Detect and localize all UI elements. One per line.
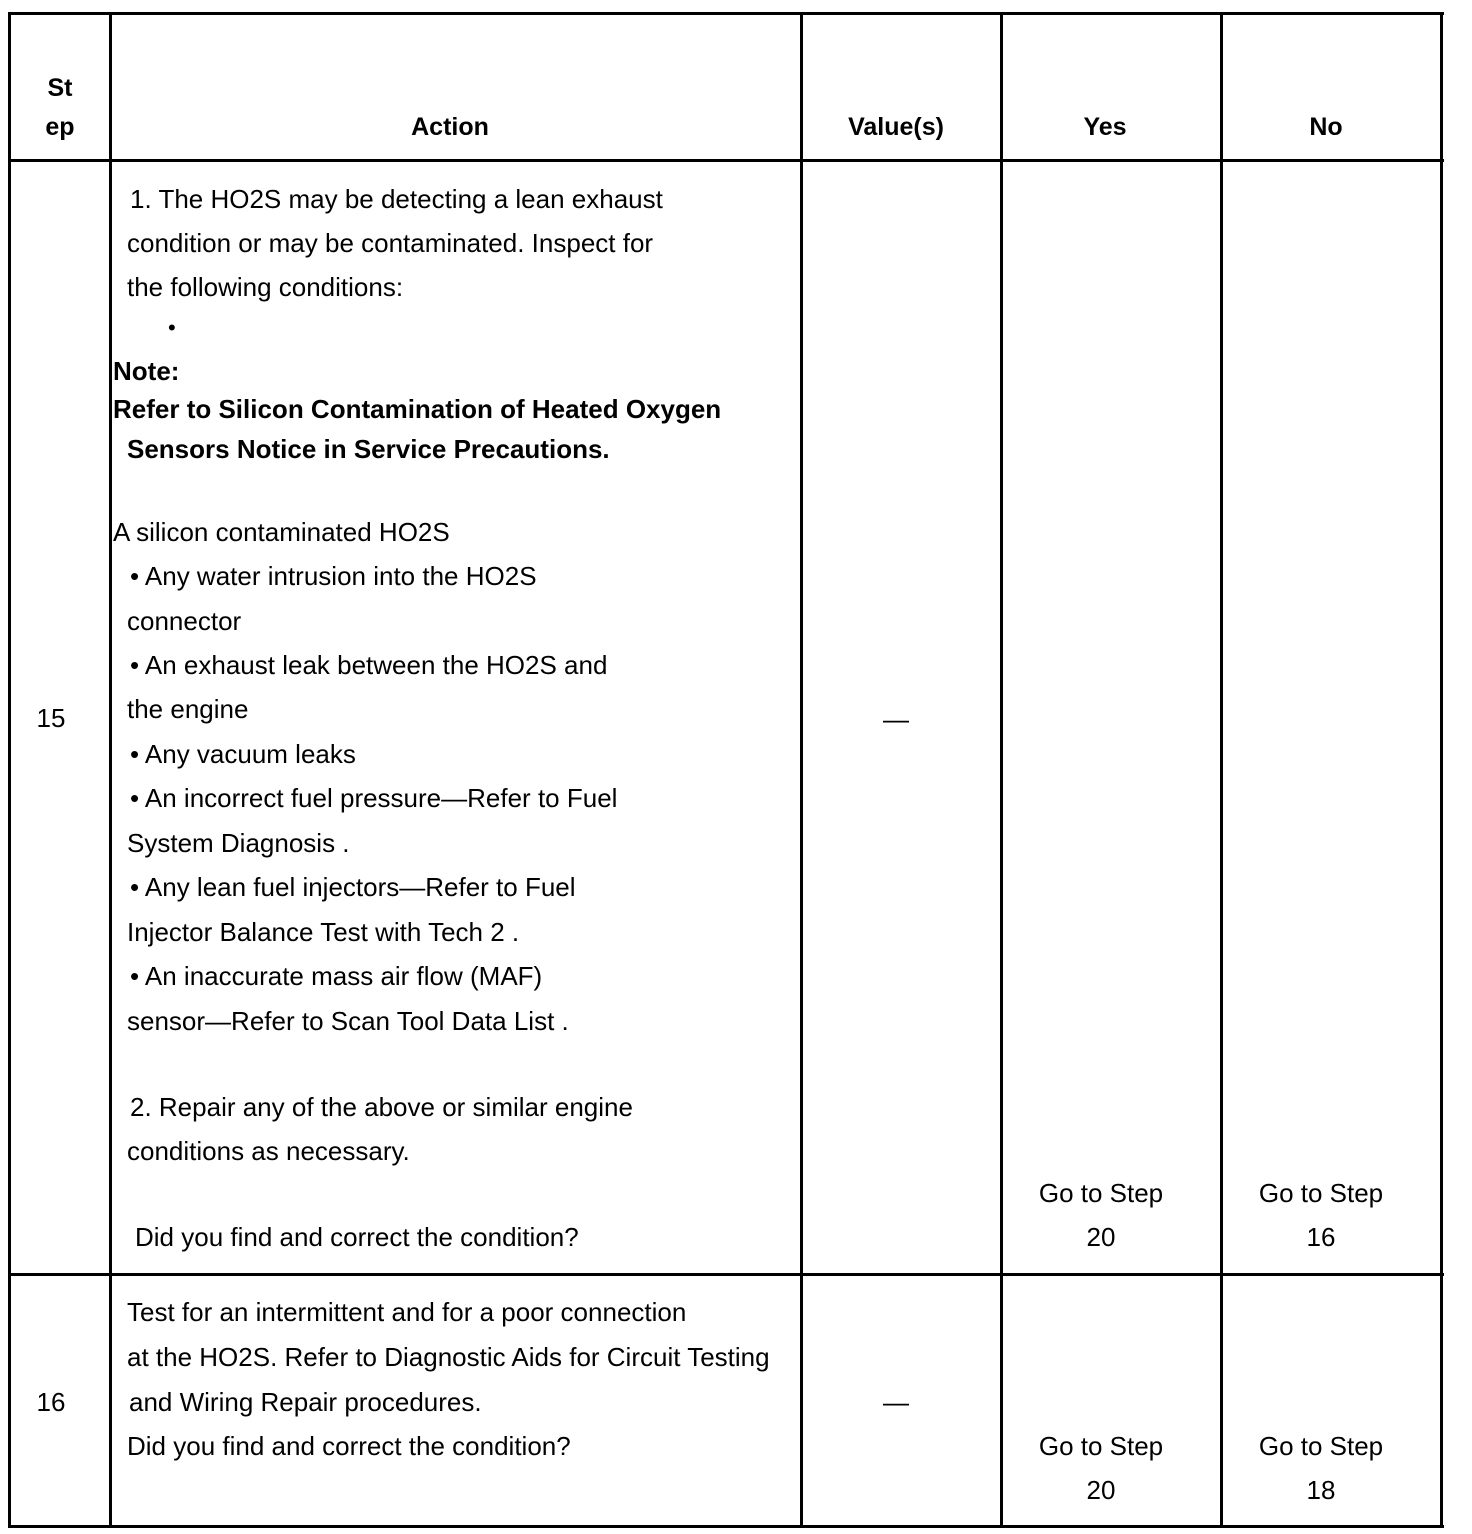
row-divider xyxy=(8,1273,1444,1276)
action-question: Did you find and correct the condition? xyxy=(135,1222,579,1252)
yes-goto-line1: Go to Step xyxy=(1038,1178,1164,1208)
header-step-line2: ep xyxy=(45,113,75,141)
action-line: • An exhaust leak between the HO2S and xyxy=(130,650,608,680)
action-line: • An inaccurate mass air flow (MAF) xyxy=(130,961,543,991)
no-goto-step: 16 xyxy=(1306,1222,1336,1252)
column-divider-yes xyxy=(1220,12,1223,1528)
column-divider-action xyxy=(800,12,803,1528)
action-line: Test for an intermittent and for a poor connection xyxy=(127,1297,687,1327)
note-text: Refer to Silicon Contamination of Heated Oxygen xyxy=(113,394,722,424)
yes-goto-step: 20 xyxy=(1086,1222,1116,1252)
action-line: conditions as necessary. xyxy=(127,1136,410,1166)
note-label: Note: xyxy=(113,356,180,386)
action-line: 1. The HO2S may be detecting a lean exhaust xyxy=(130,184,663,214)
header-yes: Yes xyxy=(1083,113,1127,141)
bullet-point: • xyxy=(168,315,176,340)
action-line: the following conditions: xyxy=(127,272,404,302)
step-number-15: 15 xyxy=(36,703,66,733)
column-divider-values xyxy=(1000,12,1003,1528)
action-line: • Any water intrusion into the HO2S xyxy=(130,561,537,591)
header-values: Value(s) xyxy=(848,113,944,141)
action-line: the engine xyxy=(127,694,249,724)
no-goto-line1: Go to Step xyxy=(1258,1431,1384,1461)
action-line: and Wiring Repair procedures. xyxy=(129,1387,482,1417)
action-line: • Any lean fuel injectors—Refer to Fuel xyxy=(130,872,576,902)
action-line: Injector Balance Test with Tech 2 . xyxy=(127,917,520,947)
table-border-bottom xyxy=(8,1525,1444,1528)
action-line: A silicon contaminated HO2S xyxy=(113,517,450,547)
value-dash: — xyxy=(883,1387,909,1417)
no-goto-step: 18 xyxy=(1306,1475,1336,1505)
header-action: Action xyxy=(411,113,489,141)
no-goto-line1: Go to Step xyxy=(1258,1178,1384,1208)
yes-goto-step: 20 xyxy=(1086,1475,1116,1505)
action-line: sensor—Refer to Scan Tool Data List . xyxy=(127,1006,569,1036)
step-number-16: 16 xyxy=(36,1387,66,1417)
value-dash: — xyxy=(883,704,909,734)
header-no: No xyxy=(1309,113,1343,141)
action-line: System Diagnosis . xyxy=(127,828,350,858)
table-border-right xyxy=(1440,12,1443,1528)
action-question: Did you find and correct the condition? xyxy=(127,1431,571,1461)
yes-goto-line1: Go to Step xyxy=(1038,1431,1164,1461)
header-divider xyxy=(8,159,1444,162)
note-text: Sensors Notice in Service Precautions. xyxy=(127,434,610,464)
action-line: 2. Repair any of the above or similar engine xyxy=(130,1092,633,1122)
action-line: • Any vacuum leaks xyxy=(130,739,356,769)
table-border-top xyxy=(8,12,1444,15)
action-line: at the HO2S. Refer to Diagnostic Aids for Circuit Testing xyxy=(127,1342,770,1372)
action-line: condition or may be contaminated. Inspect for xyxy=(127,228,654,258)
table-border-left xyxy=(8,12,11,1528)
action-line: connector xyxy=(127,606,242,636)
column-divider-step xyxy=(109,12,112,1528)
header-step-line1: St xyxy=(47,74,73,102)
action-line: • An incorrect fuel pressure—Refer to Fuel xyxy=(130,783,618,813)
